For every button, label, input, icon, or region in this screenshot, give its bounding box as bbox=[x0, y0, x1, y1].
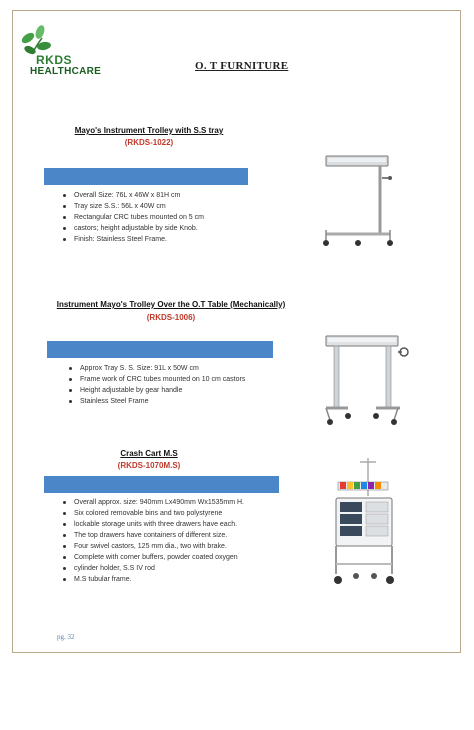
spec-item: Six colored removable bins and two polystyrene bbox=[60, 508, 244, 519]
product-header-bar-1 bbox=[44, 168, 248, 185]
spec-item: Finish: Stainless Steel Frame. bbox=[60, 234, 204, 245]
spec-item: Complete with corner buffers, powder coated oxygen bbox=[60, 552, 244, 563]
spec-item: M.S tubular frame. bbox=[60, 574, 244, 585]
brand-name bbox=[30, 55, 101, 77]
spec-item: cylinder holder, S.S IV rod bbox=[60, 563, 244, 574]
spec-item: Stainless Steel Frame bbox=[66, 396, 245, 407]
crash-cart-image bbox=[326, 456, 404, 588]
product-code-3: (RKDS-1070M.S) bbox=[117, 461, 181, 470]
brand-line1: RKDS bbox=[36, 53, 73, 67]
spec-item: Approx Tray S. S. Size: 91L x 50W cm bbox=[66, 363, 245, 374]
spec-item: Height adjustable by gear handle bbox=[66, 385, 245, 396]
spec-item: Rectangular CRC tubes mounted on 5 cm bbox=[60, 212, 204, 223]
spec-item: Frame work of CRC tubes mounted on 10 cm castors bbox=[66, 374, 245, 385]
product-title-2: Instrument Mayo's Trolley Over the O.T Table (Mechanically) bbox=[56, 300, 286, 309]
product-title-3: Crash Cart M.S bbox=[120, 449, 178, 458]
mayo-trolley-image bbox=[318, 150, 400, 250]
product-title-1: Mayo's Instrument Trolley with S.S tray bbox=[74, 126, 224, 135]
page-number: pg. 32 bbox=[57, 633, 75, 641]
spec-item: The top drawers have containers of different size. bbox=[60, 530, 244, 541]
product-specs-1 bbox=[60, 190, 204, 245]
product-code-2: (RKDS-1006) bbox=[146, 313, 196, 322]
spec-item: castors; height adjustable by side Knob. bbox=[60, 223, 204, 234]
brand-line2: HEALTHCARE bbox=[30, 66, 102, 77]
spec-item: Overall Size: 76L x 46W x 81H cm bbox=[60, 190, 204, 201]
product-specs-2 bbox=[66, 363, 245, 407]
product-specs-3 bbox=[60, 497, 244, 585]
ot-table-trolley-image bbox=[320, 330, 410, 430]
spec-item: Tray size S.S.: 56L x 40W cm bbox=[60, 201, 204, 212]
spec-item: Four swivel castors, 125 mm dia., two with brake. bbox=[60, 541, 244, 552]
page-title: O. T FURNITURE bbox=[195, 60, 289, 72]
product-header-bar-2 bbox=[47, 341, 273, 358]
spec-item: Overall approx. size: 940mm Lx490mm Wx1535mm H. bbox=[60, 497, 244, 508]
product-header-bar-3 bbox=[44, 476, 279, 493]
spec-item: lockable storage units with three drawers have each. bbox=[60, 519, 244, 530]
product-code-1: (RKDS-1022) bbox=[124, 138, 174, 147]
